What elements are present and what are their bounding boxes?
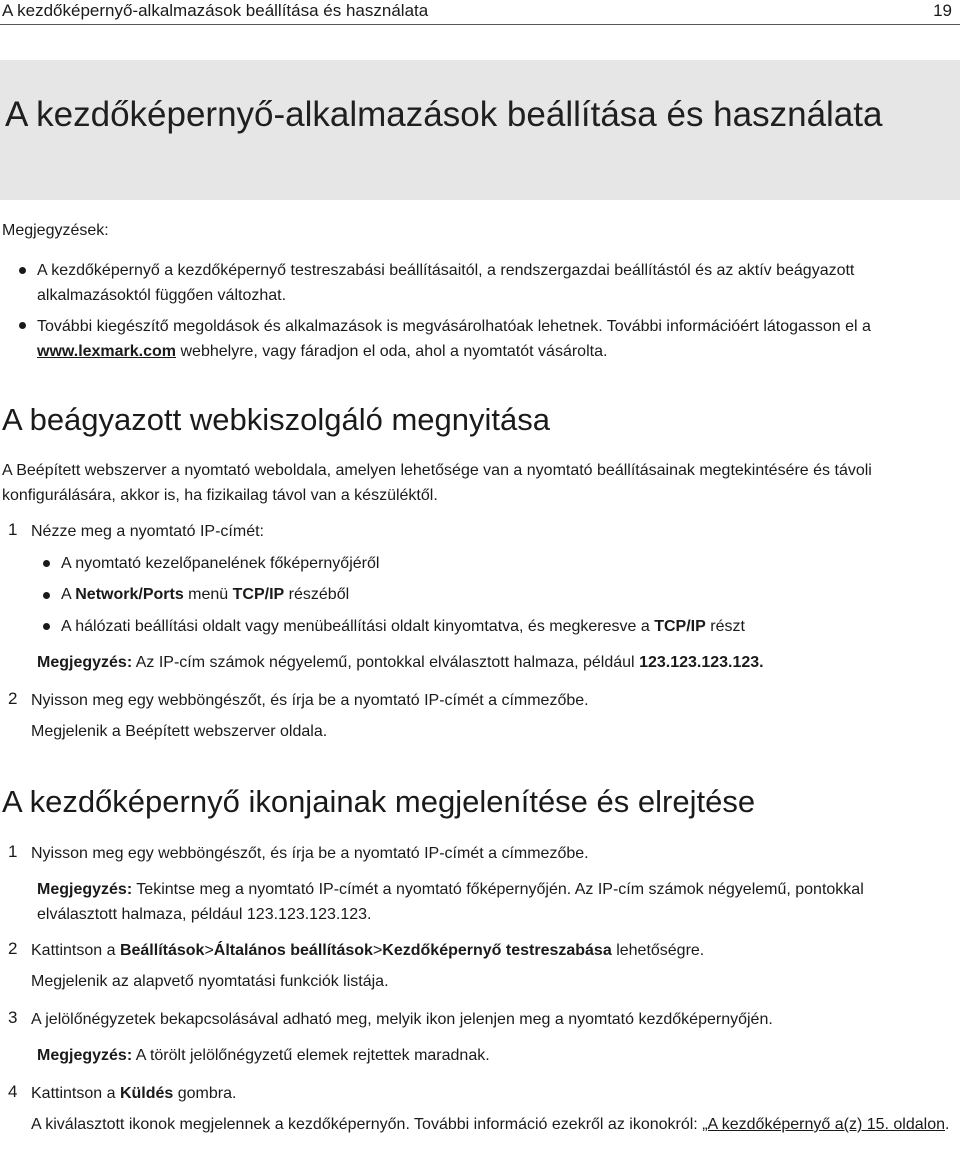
- page-number: 19: [933, 1, 952, 20]
- step4-result-text: A kiválasztott ikonok megjelennek a kezdőképernyőn. További információ ezekről az ikonokról:: [31, 1116, 698, 1133]
- home-customize-menu: Kezdőképernyő testreszabása: [382, 942, 612, 959]
- running-header: [0, 0, 960, 25]
- note-item-2: [37, 314, 937, 364]
- note-text: Az IP-cím számok négyelemű, pontokkal elválasztott halmaza, például: [135, 654, 635, 671]
- bullet-icon: [19, 322, 26, 329]
- chapter-banner: [0, 60, 960, 200]
- step1-bullet-1: A nyomtató kezelőpanelének főképernyőjéről: [61, 555, 380, 572]
- note-text: Tekintse meg a nyomtató IP-címét a nyomtató főképernyőjén. Az IP-cím számok négyelemű, pontokkal elválasztott halmaza, például 123.123.123.123.: [37, 881, 864, 923]
- step-number: 4: [8, 1082, 18, 1101]
- bullet3-part: A hálózati beállítási oldalt vagy menübeállítási oldalt kinyomtatva, és megkeresve a: [61, 618, 650, 635]
- step-number: 1: [8, 842, 18, 861]
- tcpip-section: TCP/IP: [232, 586, 285, 603]
- bullet2-part: A: [61, 586, 71, 603]
- note-text: A törölt jelölőnégyzetű elemek rejtettek maradnak.: [135, 1047, 490, 1064]
- s2-step3-note: [37, 1043, 490, 1068]
- section-title-embedded-web-server: A beágyazott webkiszolgáló megnyitása: [2, 402, 550, 437]
- running-header-title: A kezdőképernyő-alkalmazások beállítása és használata: [2, 1, 429, 20]
- send-button-ref: Küldés: [119, 1085, 174, 1102]
- note-label: Megjegyzés:: [37, 654, 133, 671]
- step2-part: lehetőségre.: [616, 942, 705, 959]
- separator: >: [372, 942, 383, 959]
- s2-step1-text: Nyisson meg egy webböngészőt, és írja be a nyomtató IP-címét a címmezőbe.: [31, 845, 589, 862]
- note-label: Megjegyzés:: [37, 1047, 133, 1064]
- notes-heading: Megjegyzések:: [2, 222, 109, 239]
- note-label: Megjegyzés:: [37, 881, 133, 898]
- step-number: 1: [8, 520, 18, 539]
- step1-bullet-3: [61, 614, 745, 639]
- step2-text: Nyisson meg egy webböngészőt, és írja be a nyomtató IP-címét a címmezőbe.: [31, 692, 589, 709]
- step4-part: gombra.: [177, 1085, 237, 1102]
- bullet-icon: [43, 623, 50, 630]
- step2-part: Kattintson a: [31, 942, 116, 959]
- step4-result-end: .: [945, 1116, 950, 1133]
- s2-step4-result: [31, 1112, 956, 1137]
- step1-note: [37, 650, 764, 675]
- bullet-icon: [43, 560, 50, 567]
- note-item-2-text: További kiegészítő megoldások és alkalmazások is megvásárolhatóak lehetnek. További információért látogasson el a: [37, 318, 871, 335]
- network-ports-menu: Network/Ports: [75, 586, 184, 603]
- bullet-icon: [43, 592, 50, 599]
- note-item-2-end: webhelyre, vagy fáradjon el oda, ahol a nyomtatót vásárolta.: [180, 343, 608, 360]
- bullet2-part: menü: [188, 586, 229, 603]
- s2-step2-text: [31, 938, 704, 963]
- bullet-icon: [19, 267, 26, 274]
- general-settings-menu: Általános beállítások: [213, 942, 373, 959]
- step-number: 2: [8, 939, 18, 958]
- s2-step3-text: A jelölőnégyzetek bekapcsolásával adható meg, melyik ikon jelenjen meg a nyomtató kezdőképernyőjén.: [31, 1011, 773, 1028]
- home-screen-page-link[interactable]: „A kezdőképernyő a(z) 15. oldalon: [702, 1116, 945, 1133]
- note-item-1: A kezdőképernyő a kezdőképernyő testreszabási beállításaitól, a rendszergazdai beállítástól és az aktív beágyazott alkalmazásoktól függően változhat.: [37, 262, 855, 304]
- separator: >: [204, 942, 214, 959]
- tcpip-section: TCP/IP: [654, 618, 706, 635]
- step2-result: Megjelenik a Beépített webszerver oldala.: [31, 723, 328, 740]
- step-number: 2: [8, 689, 18, 708]
- section1-intro: A Beépített webszerver a nyomtató weboldala, amelyen lehetősége van a nyomtató beállításainak megtekintésére és távoli konfigurálására, akkor is, ha fizikailag távol van a készüléktől.: [2, 462, 872, 504]
- lexmark-link[interactable]: www.lexmark.com: [37, 343, 177, 360]
- step1-bullet-2: [61, 582, 349, 607]
- step1-text: Nézze meg a nyomtató IP-címét:: [31, 523, 264, 540]
- bullet3-part: részt: [710, 618, 745, 635]
- s2-step2-result: Megjelenik az alapvető nyomtatási funkciók listája.: [31, 973, 389, 990]
- step-number: 3: [8, 1008, 18, 1027]
- chapter-title: A kezdőképernyő-alkalmazások beállítása és használata: [5, 95, 883, 134]
- s2-step4-text: [31, 1081, 236, 1106]
- section-title-home-icons: A kezdőképernyő ikonjainak megjelenítése és elrejtése: [2, 784, 756, 819]
- ip-example: 123.123.123.123.: [639, 654, 764, 671]
- bullet2-part: részéből: [288, 586, 350, 603]
- settings-menu: Beállítások: [119, 942, 205, 959]
- s2-step1-note: [37, 877, 937, 927]
- step4-part: Kattintson a: [31, 1085, 116, 1102]
